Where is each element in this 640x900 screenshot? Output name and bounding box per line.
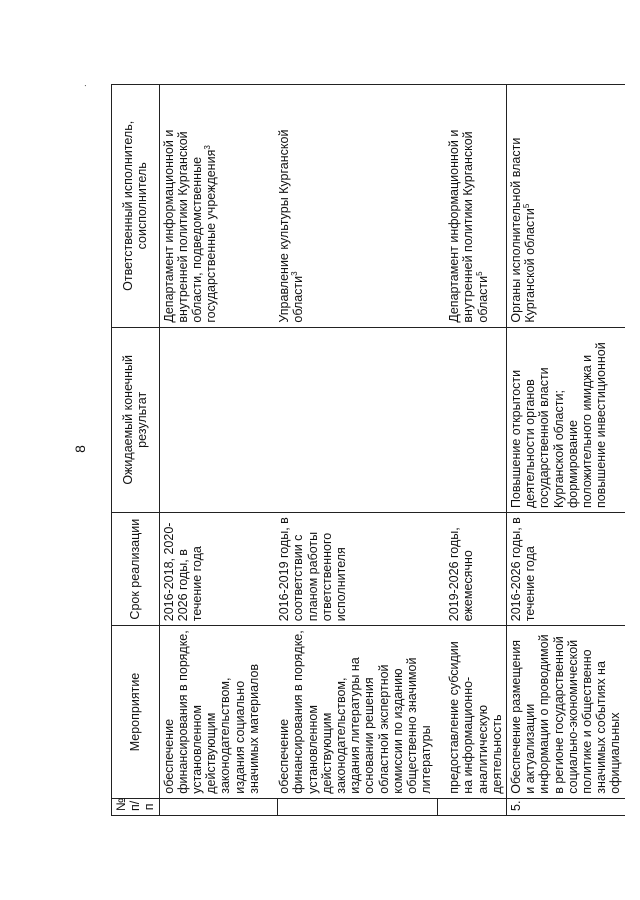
executor-text: Департамент информационной и внутренней политики Курганской области <box>447 129 490 323</box>
header-term: Срок реализации <box>112 513 160 626</box>
cell-executor <box>277 85 437 328</box>
cell-result <box>159 327 277 512</box>
cell-term: 2016-2018, 2020-2026 годы, в течение года <box>159 513 277 626</box>
cell-num <box>277 798 437 815</box>
cell-term: 2016-2019 годы, в соответствии с планом работы ответственного исполнителя <box>277 513 437 626</box>
table-header-row <box>112 85 160 816</box>
header-result: Ожидаемый конечный результат <box>112 327 160 512</box>
cell-event: Обеспечение размещения и актуализации информации о проводимой в регионе государственной социально-экономической политике и общественно значимых событиях на официальных <box>506 626 624 799</box>
executor-footnote: 5 <box>474 271 484 276</box>
executor-text: Органы исполнительной власти Курганской области <box>508 137 538 323</box>
cell-executor <box>159 85 277 328</box>
table-row <box>159 85 277 816</box>
executor-footnote: 3 <box>203 145 213 150</box>
header-executor: Ответственный исполнитель, соисполнитель <box>112 85 160 328</box>
cell-event: обеспечение финансирования в порядке, установленном действующим законодательством, издания литературы на основании решения областной экспертной комиссии по изданию общественно значимой литературы <box>277 626 437 799</box>
plan-table <box>111 84 625 816</box>
executor-footnote: 3 <box>290 271 300 276</box>
cell-result <box>437 327 506 512</box>
cell-term: 2016-2026 годы, в течение года <box>506 513 624 626</box>
cell-num: 5. <box>506 798 624 815</box>
header-num: № п/п <box>112 798 160 815</box>
cell-executor <box>437 85 506 328</box>
page-mark: . <box>78 84 89 87</box>
cell-result: Повышение открытости деятельности органов государственной власти Курганской области; формирование положительного имиджа и повышение инвестиционной <box>506 327 624 512</box>
executor-text: Управление культуры Курганской области <box>277 129 306 323</box>
cell-result <box>277 327 437 512</box>
table-row <box>437 85 506 816</box>
cell-num <box>159 798 277 815</box>
executor-footnote: 5 <box>521 203 531 209</box>
header-event: Мероприятие <box>112 626 160 799</box>
cell-event: обеспечение финансирования в порядке, установленном действующим законодательством, издания социально значимых материалов <box>159 626 277 799</box>
cell-num <box>437 798 506 815</box>
cell-event: предоставление субсидии на информационно-аналитическую деятельность <box>437 626 506 799</box>
executor-text: Департамент информационной и внутренней политики Курганской области, подведомственные государственные учреждения <box>161 129 219 323</box>
cell-term: 2019-2026 годы, ежемесячно <box>437 513 506 626</box>
table-row <box>277 85 437 816</box>
cell-executor <box>506 85 624 328</box>
page-number: 8 <box>72 445 88 453</box>
table-row <box>506 85 624 816</box>
